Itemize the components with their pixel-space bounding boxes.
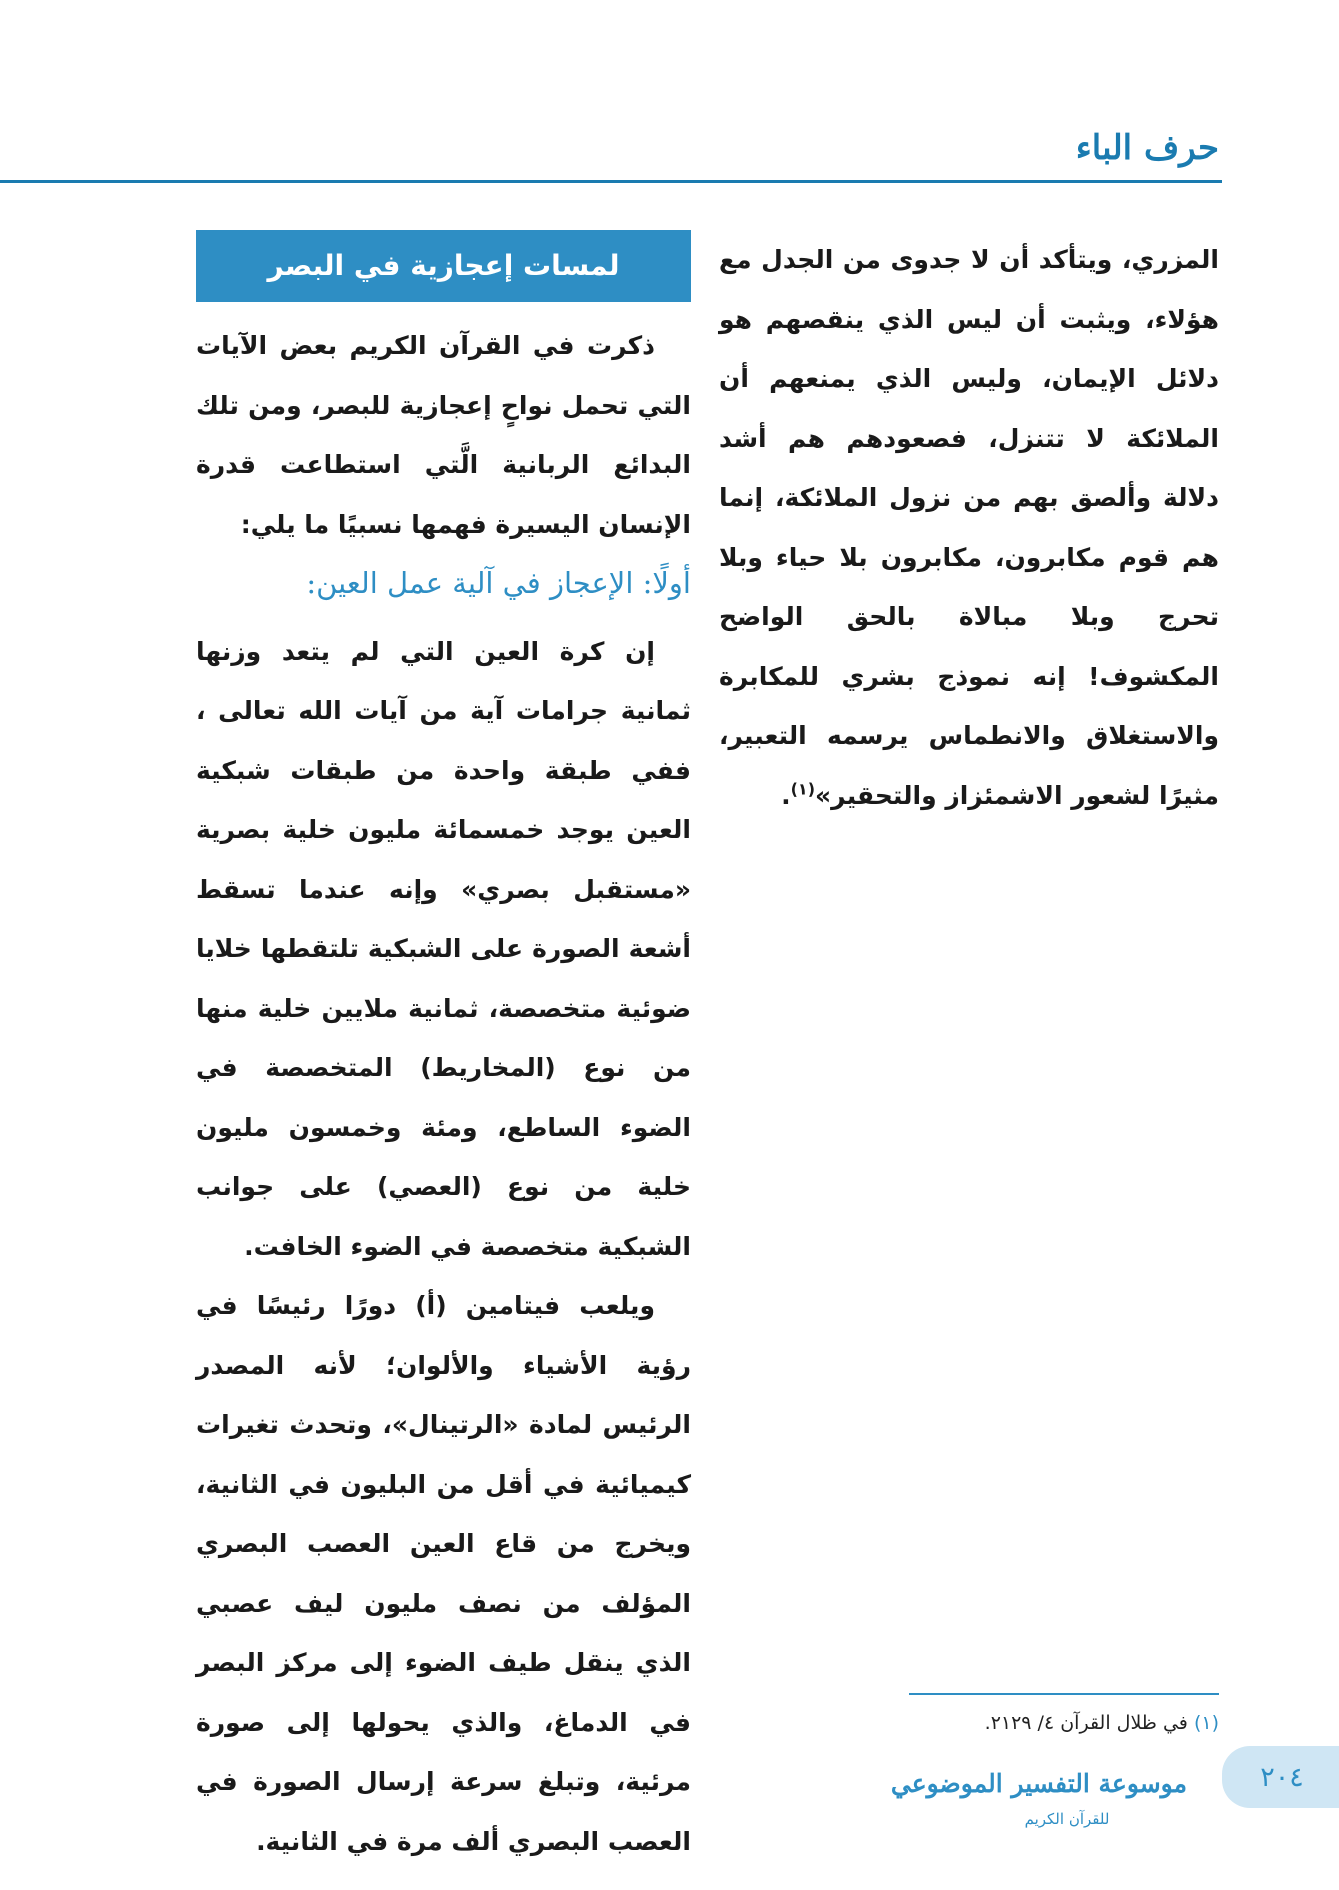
body-paragraph-2: ويلعب فيتامين (أ) دورًا رئيسًا في رؤية الأشياء والألوان؛ لأنه المصدر الرئيس لمادة «الرتينال»، وتحدث تغيرات كيميائية في أقل من البليون في الثانية، ويخرج من قاع العين العصب البصري المؤلف من نصف مليون ليف عصبي الذي ينقل طيف الضوء إلى مركز البصر في الدماغ، والذي يحولها إلى صورة مرئية، وتبلغ سرعة إرسال الصورة في العصب البصري ألف مرة في الثانية. — [196, 1291, 691, 1856]
right-column — [719, 230, 1219, 825]
footnote — [839, 1712, 1219, 1734]
logo-title: موسوعة التفسير الموضوعي — [890, 1769, 1187, 1798]
body-paragraph-1: إن كرة العين التي لم يتعد وزنها ثمانية جرامات آية من آيات الله تعالى ، ففي طبقة واحدة من طبقات شبكية العين يوجد خمسمائة مليون خلية بصرية «مستقبل بصري» وإنه عندما تسقط أشعة الصورة على الشبكية تلتقطها خلايا ضوئية متخصصة، ثمانية ملايين خلية منها من نوع (المخاريط) المتخصصة في الضوء الساطع، ومئة وخمسون مليون خلية من نوع (العصي) على جوانب الشبكية متخصصة في الضوء الخافت. — [196, 636, 691, 1261]
footnote-text: في ظلال القرآن ٤/ ٢١٢٩. — [984, 1712, 1188, 1734]
footnote-number: (١) — [1193, 1712, 1219, 1734]
section-title: لمسات إعجازية في البصر — [267, 249, 620, 283]
section-title-banner — [196, 230, 691, 302]
left-column — [196, 230, 691, 1871]
encyclopedia-logo — [890, 1762, 1187, 1844]
end-mark: . — [781, 780, 791, 810]
intro-paragraph: ذكرت في القرآن الكريم بعض الآيات التي تحمل نواحٍ إعجازية للبصر، ومن تلك البدائع الربانية الَّتي استطاعت قدرة الإنسان اليسيرة فهمها نسبيًا ما يلي: — [196, 331, 691, 539]
footnote-reference[interactable]: (١) — [790, 779, 815, 799]
header-divider — [0, 180, 1222, 183]
quoted-text: المزري، ويتأكد أن لا جدوى من الجدل مع هؤلاء، ويثبت أن ليس الذي ينقصهم هو دلائل الإيمان، وليس الذي يمنعهم أن الملائكة لا تتنزل، فصعودهم هم أشد دلالة وألصق بهم من نزول الملائكة، إنما هم قوم مكابرون، مكابرون بلا حياء وبلا تحرج وبلا مبالاة بالحق الواضح المكشوف! إنه نموذج بشري للمكابرة والاستغلاق والانطماس يرسمه التعبير، مثيرًا لشعور الاشمئزاز والتحقير» — [719, 245, 1219, 810]
right-column-paragraph — [719, 230, 1219, 825]
subheading: أولًا: الإعجاز في آلية عمل العين: — [306, 566, 691, 600]
page-number: ٢٠٤ — [1260, 1761, 1304, 1793]
footnote-divider — [909, 1693, 1219, 1695]
page-header-title: حرف الباء — [1075, 128, 1219, 168]
logo-subtitle: للقرآن الكريم — [1024, 1810, 1110, 1828]
